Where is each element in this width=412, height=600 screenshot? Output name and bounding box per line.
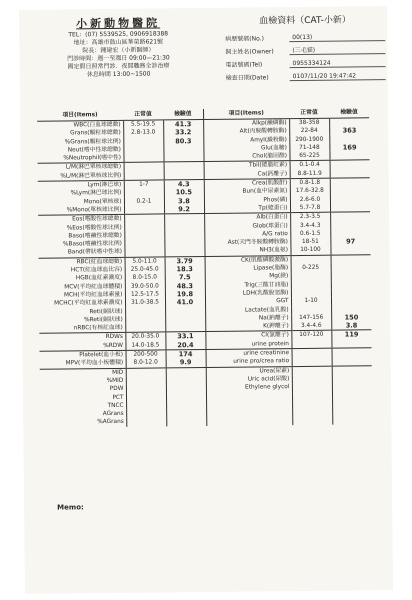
left-test-value <box>164 214 204 223</box>
left-test-value: 4.3 <box>164 180 204 189</box>
left-test-value: 33.2 <box>163 128 203 137</box>
header-items-right: 項目(Items) <box>203 108 289 119</box>
right-reference-range: 1-10 <box>291 297 331 306</box>
left-reference-range: 1-7 <box>124 180 164 189</box>
lab-report-sheet <box>19 6 393 594</box>
left-item-name: Eos(嗜酸性球總數) <box>72 216 122 223</box>
right-item-name: Glob(球蛋白) <box>204 222 290 231</box>
right-item-name: Crea(肌酸酐) <box>204 179 290 189</box>
right-item-name: Alb(白蛋白) <box>204 213 290 223</box>
right-item-name: Alt(丙胺酸轉胺酶) <box>203 127 289 136</box>
header-value-right: 檢驗值 <box>329 107 369 118</box>
right-test-value <box>330 178 370 187</box>
clinic-hours: 門診時間：週一至週日 09:00—21:30 <box>67 54 170 63</box>
left-test-value <box>165 323 205 332</box>
left-test-value: 7.5 <box>165 273 205 282</box>
left-test-value: 19.8 <box>165 290 205 299</box>
right-item-name <box>206 416 292 425</box>
right-reference-range: 2.6-6.0 <box>290 195 330 204</box>
left-reference-range <box>123 154 163 163</box>
right-item-name: Glu(血糖) <box>203 144 289 153</box>
owner-row: 飼主姓名(Owner) (三毛貓) <box>225 41 385 56</box>
left-item-name: HGB(血紅素濃度) <box>75 275 123 282</box>
left-reference-range: 2.8-13.0 <box>123 129 163 138</box>
left-test-value: 20.4 <box>165 341 205 350</box>
left-item-name: RBC(紅血球總數) <box>76 258 123 266</box>
left-item-name: %Eos(嗜酸性球比例) <box>66 224 122 232</box>
date-row: 檢查日期(Date) 0107/11/20 19:47:42 <box>226 67 386 82</box>
record-number-row: 病歷號碼(No.) 00(13) <box>225 28 385 43</box>
right-reference-range: 22-84 <box>289 127 329 136</box>
clinic-header <box>23 16 214 80</box>
left-test-value: 33.1 <box>165 332 205 341</box>
right-item-name: urine pro/crea ratio <box>206 357 292 367</box>
right-item-name: Mg(鎂) <box>205 272 291 281</box>
right-reference-range: 8.8-11.9 <box>290 169 330 178</box>
right-item-name: Tbil(總膽紅素) <box>204 161 290 171</box>
right-reference-range: 290-1900 <box>289 135 329 144</box>
left-reference-range <box>125 324 165 333</box>
clinic-name: 小新動物醫院 <box>76 16 161 31</box>
left-item-name: nRBC(有核紅血球) <box>39 324 125 334</box>
left-reference-range <box>124 205 164 214</box>
right-reference-range: 107-120 <box>291 331 331 340</box>
left-item-name: MCV(平均紅血球體積) <box>64 283 123 291</box>
owner-value: (三毛貓) <box>289 44 385 55</box>
right-reference-range <box>292 357 332 366</box>
clinic-address: 地址：高雄市鼓山區華榮路621號 <box>73 38 164 47</box>
left-item-name: MCHC(平均紅血球素濃度) <box>54 300 123 307</box>
right-test-value <box>330 160 370 169</box>
header-items-left: 項目(Items) <box>37 110 123 121</box>
right-item-name: Ca(鈣離子) <box>204 170 290 180</box>
left-item-name: TNCC <box>107 402 124 409</box>
clinic-holiday-note: 國定假日照常門診．夜間職務全診治療 <box>67 62 170 71</box>
right-item-name: Phos(磷) <box>204 196 290 205</box>
right-test-value <box>332 348 372 357</box>
left-item-name: Mono(單核球) <box>83 198 122 205</box>
right-item-name: LDH(乳酸脫氫酶) <box>205 289 291 298</box>
right-item-name: A/G ratio <box>204 230 290 239</box>
right-test-value <box>330 169 370 178</box>
left-reference-range: 8.0-15.0 <box>125 274 165 283</box>
clinic-phone: TEL：(07) 5539525, 0906918388 <box>68 30 169 39</box>
right-item-name: Trig(三酸甘油脂) <box>205 281 291 290</box>
right-reference-range <box>292 366 332 375</box>
right-item-name: urine protein <box>205 340 291 350</box>
right-test-value: 3.8 <box>331 321 371 330</box>
left-item-name: PDW <box>109 386 124 393</box>
left-reference-range <box>124 171 164 180</box>
right-reference-range <box>292 416 332 425</box>
right-item-name: Chol(膽固醇) <box>203 152 289 162</box>
right-reference-range: 0-225 <box>291 264 331 273</box>
right-reference-range <box>291 339 331 348</box>
right-reference-range <box>291 255 331 264</box>
right-item-name: Alkp(鹼磷酶) <box>203 119 289 129</box>
left-item-name: %Baso(嗜鹼性球比例) <box>62 241 122 248</box>
right-item-name: Ast(天門冬胺酸轉胺酶) <box>204 238 290 247</box>
right-test-value <box>329 118 369 127</box>
clinic-director: 院長：鍾建宏（小新醫師） <box>82 46 155 55</box>
left-item-name: RDWs <box>105 334 123 341</box>
left-test-value: 174 <box>166 350 206 359</box>
left-item-name: Neut(嗜中性球總數) <box>67 146 121 154</box>
left-reference-range <box>126 368 166 377</box>
right-item-name: Uric acid(尿酸) <box>206 375 292 384</box>
left-test-value: 41.3 <box>163 120 203 129</box>
right-reference-range: 71-148 <box>289 144 329 153</box>
lab-results-table <box>37 107 372 427</box>
left-item-name: WBC(白血球總數) <box>73 121 121 129</box>
right-item-name: Cl(氯離子) <box>205 331 291 341</box>
right-item-name: Bun(血中尿素氮) <box>204 187 290 196</box>
memo-label: Memo: <box>57 503 84 512</box>
right-reference-range: 3.4-4.3 <box>290 221 330 230</box>
left-reference-range: 200-500 <box>126 350 166 359</box>
right-test-value <box>331 339 371 348</box>
right-reference-range: 0.1-0.4 <box>290 161 330 170</box>
left-reference-range: 20.0-35.0 <box>125 332 165 341</box>
left-item-name: MPV(平均血小板體積) <box>40 359 126 369</box>
left-reference-range <box>126 418 166 427</box>
right-test-value <box>332 357 372 366</box>
left-reference-range: 31.0-38.5 <box>125 299 165 308</box>
right-reference-range: 18-51 <box>290 238 330 247</box>
left-item-name: %AGrans <box>97 419 124 426</box>
right-test-value <box>331 255 371 264</box>
right-test-value <box>332 416 372 425</box>
left-test-value <box>166 417 206 426</box>
header-value-left: 檢驗值 <box>163 109 203 120</box>
right-reference-range <box>292 348 332 357</box>
right-item-name: GGT <box>205 297 291 306</box>
left-test-value: 3.79 <box>165 256 205 265</box>
report-title: 血檢資料（CAT-小新） <box>259 15 351 27</box>
left-reference-range: 5.5-19.5 <box>123 120 163 129</box>
right-item-name: Amyl(澱粉酶) <box>203 136 289 145</box>
left-test-value: 41.0 <box>165 298 205 307</box>
right-test-value <box>330 212 370 221</box>
header-ref-right: 正常值 <box>289 108 329 119</box>
date-value: 0107/11/20 19:47:42 <box>290 72 386 81</box>
right-reference-range: 2.3-3.5 <box>290 212 330 221</box>
right-test-value: 97 <box>330 237 370 246</box>
left-item-name: %Lym(淋巴球比例) <box>70 190 122 197</box>
left-item-name: Grans(顆粒球總數) <box>70 130 121 137</box>
right-test-value: 119 <box>331 330 371 339</box>
left-reference-range: 14.0-18.5 <box>125 341 165 350</box>
record-number-value: 00(13) <box>289 33 385 42</box>
right-reference-range: 38-358 <box>289 118 329 127</box>
left-test-value: 18.3 <box>165 265 205 274</box>
right-item-name: Urea(尿素) <box>206 366 292 376</box>
left-reference-range <box>124 214 164 223</box>
left-reference-range: 39.0-50.0 <box>125 282 165 291</box>
left-test-value: 80.3 <box>163 137 203 146</box>
left-item-name: %Reti(網狀球) <box>84 316 123 324</box>
right-reference-range: 0.8-1.8 <box>290 178 330 187</box>
header-ref-left: 正常值 <box>123 109 163 120</box>
right-test-value <box>330 246 370 255</box>
left-item-name: HCT(紅血球血比容) <box>70 266 123 274</box>
right-test-value: 363 <box>329 127 369 136</box>
left-item-name: %MID <box>106 377 124 384</box>
left-reference-range: 12.5-17.5 <box>125 290 165 299</box>
left-test-value <box>164 162 204 171</box>
left-test-value: 9.9 <box>166 358 206 367</box>
left-test-value <box>163 153 203 162</box>
right-reference-range: 3.4-4.6 <box>291 322 331 331</box>
right-item-name: Na(鈉離子) <box>205 314 291 323</box>
left-test-value <box>166 367 206 376</box>
left-item-name: L/M(淋巴單核球總數) <box>65 164 122 171</box>
left-item-name: Reti(網狀球) <box>89 308 123 315</box>
left-item-name: %RDW <box>39 342 125 352</box>
phone-value: 0955334124 <box>289 59 385 68</box>
left-test-value: 9.2 <box>164 205 204 214</box>
left-reference-range: 5.0-11.0 <box>125 257 165 266</box>
left-test-value: 3.8 <box>164 197 204 206</box>
left-reference-range <box>124 162 164 171</box>
right-test-value: 169 <box>329 143 369 152</box>
right-item-name: Lipase(脂酶) <box>205 264 291 273</box>
left-item-name: AGrans <box>102 410 124 418</box>
right-reference-range: 5.7-7.8 <box>290 204 330 213</box>
left-reference-range: 25.0-45.0 <box>125 265 165 274</box>
right-item-name: Ethylene glycol <box>206 383 292 392</box>
phone-row: 電話號碼(Tel) 0955334124 <box>225 54 385 69</box>
right-test-value: 150 <box>331 313 371 322</box>
right-test-value <box>332 365 372 374</box>
left-test-value <box>164 171 204 180</box>
right-item-name: Lactate(血乳酸) <box>205 306 291 315</box>
right-reference-range: 10-100 <box>290 246 330 255</box>
left-item-name: %L/M(淋巴單核球比例) <box>38 172 124 182</box>
right-reference-range: 147-156 <box>291 314 331 323</box>
left-test-value: 48.3 <box>165 282 205 291</box>
left-test-value: 10.5 <box>164 188 204 197</box>
right-reference-range: 0.6-1.5 <box>290 230 330 239</box>
left-reference-range <box>124 248 164 257</box>
left-item-name: MCH(平均紅血球素量) <box>63 291 123 299</box>
left-item-name: %Mono(單核球比例) <box>38 206 124 216</box>
left-item-name: PCT <box>112 394 124 401</box>
left-item-name: %Grans(顆粒球比例) <box>64 138 121 146</box>
right-item-name: CK(肌酸磷酸激酶) <box>205 255 291 265</box>
left-item-name: %Neutrophil(嗜中性) <box>37 154 123 164</box>
left-item-name: Band(帶狀嗜中性球) <box>38 248 124 258</box>
left-item-name: Lym(淋巴球) <box>87 181 122 189</box>
right-item-name: NH3(血氨) <box>204 247 290 257</box>
left-reference-range: 8.0-12.0 <box>126 359 166 368</box>
left-test-value <box>164 247 204 256</box>
left-reference-range: 0.2-1 <box>124 197 164 206</box>
clinic-rest-hours: 休息時間 13:00~1500 <box>86 70 151 79</box>
right-item-name: Tp(總蛋白) <box>204 204 290 214</box>
right-item-name: K(鉀離子) <box>205 322 291 332</box>
report-info <box>225 14 386 82</box>
left-item-name: MID <box>112 369 124 376</box>
right-test-value <box>329 151 369 160</box>
right-reference-range: 65-225 <box>289 152 329 161</box>
left-item-name: Platelet(血小板) <box>79 351 124 359</box>
right-test-value <box>330 203 370 212</box>
right-reference-range: 17.6-32.8 <box>290 187 330 196</box>
left-item-name: Baso(嗜鹼性球總數) <box>68 232 122 240</box>
right-item-name: urine creatinine <box>206 349 292 359</box>
